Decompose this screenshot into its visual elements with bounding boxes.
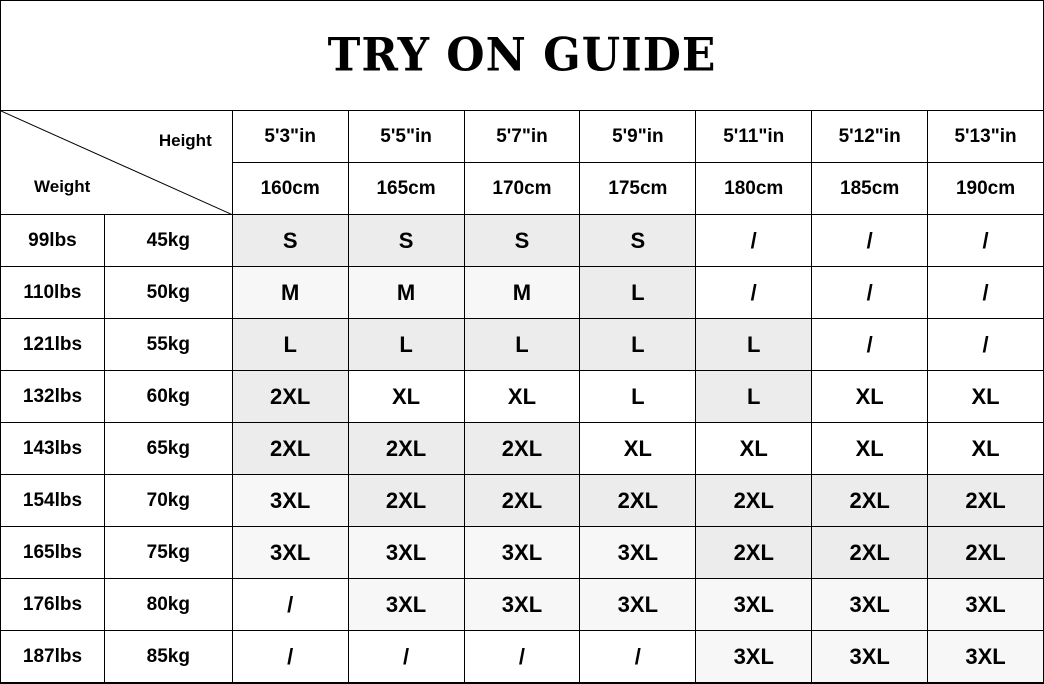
size-cell: 2XL [232,371,348,423]
size-cell: 2XL [464,475,580,527]
weight-kg-cell: 45kg [104,215,232,267]
size-cell: 2XL [812,475,928,527]
size-cell: XL [580,423,696,475]
size-cell: L [348,319,464,371]
weight-lbs-cell: 143lbs [1,423,105,475]
size-cell: 3XL [928,579,1044,631]
size-cell: 3XL [348,579,464,631]
size-cell: S [232,215,348,267]
weight-lbs-cell: 132lbs [1,371,105,423]
size-cell: XL [696,423,812,475]
weight-lbs-cell: 187lbs [1,631,105,683]
size-cell: 3XL [232,475,348,527]
size-cell: 2XL [696,527,812,579]
size-cell: 3XL [928,631,1044,683]
size-cell: / [696,267,812,319]
height-cm-header: 165cm [348,163,464,215]
table-row [1,371,1044,423]
weight-lbs-cell: 99lbs [1,215,105,267]
size-cell: / [812,319,928,371]
size-chart-table [0,110,1044,683]
height-inches-header: 5'13"in [928,111,1044,163]
height-inches-header: 5'3"in [232,111,348,163]
size-cell: 3XL [696,631,812,683]
height-cm-header: 175cm [580,163,696,215]
height-cm-header: 170cm [464,163,580,215]
page-title: TRY ON GUIDE [327,28,717,83]
size-cell: / [348,631,464,683]
height-axis-label: Height [158,131,212,150]
size-cell: XL [464,371,580,423]
table-row [1,527,1044,579]
size-cell: L [580,371,696,423]
size-cell: 3XL [580,579,696,631]
size-cell: M [348,267,464,319]
weight-lbs-cell: 176lbs [1,579,105,631]
size-cell: / [928,267,1044,319]
size-cell: 2XL [464,423,580,475]
weight-lbs-cell: 110lbs [1,267,105,319]
table-row [1,215,1044,267]
height-cm-header: 185cm [812,163,928,215]
size-cell: 2XL [580,475,696,527]
size-cell: 3XL [812,631,928,683]
size-cell: 2XL [696,475,812,527]
size-cell: 2XL [348,423,464,475]
size-cell: M [232,267,348,319]
size-cell: 3XL [464,579,580,631]
table-row [1,423,1044,475]
height-inches-header: 5'12"in [812,111,928,163]
title-banner [0,0,1044,111]
table-row [1,267,1044,319]
size-cell: 3XL [696,579,812,631]
height-inches-header: 5'5"in [348,111,464,163]
weight-kg-cell: 75kg [104,527,232,579]
height-inches-header: 5'9"in [580,111,696,163]
weight-axis-label: Weight [34,177,91,196]
table-row [1,579,1044,631]
height-inches-header: 5'11"in [696,111,812,163]
weight-kg-cell: 55kg [104,319,232,371]
size-cell: 2XL [928,475,1044,527]
size-cell: / [928,319,1044,371]
size-cell: 3XL [812,579,928,631]
size-cell: S [348,215,464,267]
size-cell: / [812,267,928,319]
height-cm-header: 160cm [232,163,348,215]
size-cell: / [464,631,580,683]
size-cell: L [232,319,348,371]
corner-header [1,111,233,215]
height-cm-header: 180cm [696,163,812,215]
size-cell: / [232,579,348,631]
size-cell: 3XL [232,527,348,579]
size-cell: XL [928,371,1044,423]
size-cell: / [812,215,928,267]
weight-kg-cell: 85kg [104,631,232,683]
size-cell: XL [812,423,928,475]
size-cell: L [580,267,696,319]
weight-kg-cell: 60kg [104,371,232,423]
weight-kg-cell: 50kg [104,267,232,319]
size-cell: 2XL [928,527,1044,579]
size-cell: L [464,319,580,371]
height-cm-header: 190cm [928,163,1044,215]
size-cell: 3XL [580,527,696,579]
weight-lbs-cell: 121lbs [1,319,105,371]
table-row [1,475,1044,527]
weight-kg-cell: 80kg [104,579,232,631]
size-cell: / [580,631,696,683]
size-cell: 2XL [348,475,464,527]
size-cell: / [232,631,348,683]
size-cell: S [580,215,696,267]
weight-kg-cell: 65kg [104,423,232,475]
height-inches-header: 5'7"in [464,111,580,163]
weight-lbs-cell: 165lbs [1,527,105,579]
size-cell: L [696,371,812,423]
size-cell: L [580,319,696,371]
weight-lbs-cell: 154lbs [1,475,105,527]
size-cell: / [928,215,1044,267]
size-cell: L [696,319,812,371]
size-cell: S [464,215,580,267]
table-row [1,631,1044,683]
size-cell: XL [348,371,464,423]
diagonal-divider [1,111,233,215]
size-cell: XL [928,423,1044,475]
size-cell: / [696,215,812,267]
size-cell: XL [812,371,928,423]
size-cell: 2XL [812,527,928,579]
height-inches-row [1,111,1044,163]
size-cell: M [464,267,580,319]
weight-kg-cell: 70kg [104,475,232,527]
size-cell: 3XL [464,527,580,579]
table-row [1,319,1044,371]
size-cell: 3XL [348,527,464,579]
size-cell: 2XL [232,423,348,475]
